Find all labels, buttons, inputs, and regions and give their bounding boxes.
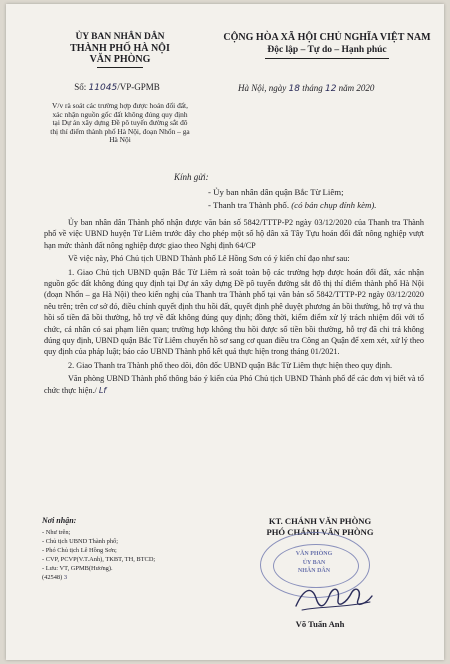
org-line-3: VĂN PHÒNG	[89, 54, 151, 65]
date-day: 18	[288, 84, 300, 94]
distribution-item: - Lưu: VT, GPMB(Hương).	[42, 565, 113, 572]
document-body	[44, 217, 424, 398]
handwritten-signature	[292, 580, 376, 616]
distribution-code: (42548) 3	[42, 574, 68, 581]
date-year: năm 2020	[338, 83, 375, 93]
document-subject: V/v rà soát các trường hợp được hoán đổi đất, xác nhận nguồn gốc đất không đúng quy định tại Dự án xây dựng Đề pô tuyến đường sắt đô thị thí điểm thành phố Hà Nội, đoạn Nhổn – ga Hà Nội	[50, 101, 190, 145]
body-paragraph-1: Ủy ban nhân dân Thành phố nhận được văn bản số 5842/TTTP-P2 ngày 03/12/2020 của Thanh tra Thành phố về việc UBND huyện Từ Liêm trước đây cho phép một số hộ dân xã Tây Tựu hoán đổi đất nông nghiệp vượt hạn mức thành đất nông nghiệp được giao theo Nghị định 64/CP	[44, 218, 424, 250]
distribution-item: - Chủ tịch UBND Thành phố;	[42, 538, 119, 545]
doc-number-suffix: /VP-GPMB	[117, 82, 160, 92]
signatory-line-2: PHÓ CHÁNH VĂN PHÒNG	[266, 526, 374, 537]
document-number	[42, 82, 192, 93]
signer-name: Võ Tuấn Anh	[295, 619, 345, 629]
nation-name: CỘNG HÒA XÃ HỘI CHỦ NGHĨA VIỆT NAM	[223, 32, 431, 43]
distribution-item: - CVP, PCVP(V.T.Anh), TKBT, TH, BTCD;	[42, 556, 156, 563]
recipient-item: - Ủy ban nhân dân quận Bắc Từ Liêm;	[208, 187, 344, 197]
body-paragraph-3: 1. Giao Chủ tịch UBND quận Bắc Từ Liêm rà soát toàn bộ các trường hợp được hoán đổi đất, xác nhận nguồn gốc đất không đúng quy định tại Dự án xây dựng Đề pô tuyến đường sắt đô thị thí điểm thành phố Hà Nội (đoạn Nhổn – ga Hà Nội) theo kiến nghị của Thanh tra Thành phố tại văn bản số 5842/TTTP-P2 ngày 03/12/2020 nêu trên; trên cơ sở đó, điều chỉnh quyết định thu hồi đất, quyết định phê duyệt phương án bồi thường, hỗ trợ và thu hồi số tiền đã bồi thường, hỗ trợ về đất không đúng quy định; đồng thời, kiểm điểm xử lý trách nhiệm đối với tổ chức, cá nhân có sai phạm liên quan; trường hợp không thu hồi được số tiền bồi thường, hỗ trợ đã chi trả không đúng quy định, UBND quận Bắc Từ Liêm chuyển hồ sơ sang cơ quan điều tra Công an Quận để xem xét, xử lý theo quy định của pháp luật; báo cáo UBND Thành phố kết quả thực hiện trong tháng 01/2021.	[44, 267, 424, 357]
recipient-note: (có bản chụp đính kèm).	[291, 200, 377, 210]
distribution-item: - Phó Chủ tịch Lê Hồng Sơn;	[42, 547, 117, 554]
salutation: Kính gửi:	[174, 172, 209, 182]
date-month: 12	[324, 84, 337, 94]
authority-underline	[97, 67, 143, 68]
signatory-line-1: KT. CHÁNH VĂN PHÒNG	[268, 516, 372, 526]
handwritten-code-mark: 3	[63, 574, 68, 581]
doc-number-prefix: Số:	[74, 82, 87, 92]
recipient-list	[208, 186, 448, 212]
national-header	[202, 32, 450, 59]
doc-number-handwritten: 11045	[88, 83, 118, 93]
distribution-title: Nơi nhận:	[42, 516, 77, 525]
motto-underline	[265, 58, 389, 59]
national-motto: Độc lập – Tự do – Hạnh phúc	[267, 45, 387, 55]
seal-text: VĂN PHÒNG ỦY BAN NHÂN DÂN	[295, 551, 333, 574]
recipient-item: - Thanh tra Thành phố. (có bản chụp đính kèm).	[208, 200, 377, 210]
document-date	[238, 83, 438, 94]
body-paragraph-2: Về việc này, Phó Chủ tịch UBND Thành phố Lê Hồng Sơn có ý kiến chỉ đạo như sau:	[68, 254, 350, 264]
handwritten-mark: Lf	[98, 384, 107, 395]
body-paragraph-4: 2. Giao Thanh tra Thành phố theo dõi, đôn đốc UBND quận Bắc Từ Liêm thực hiện theo quy định.	[68, 360, 393, 370]
issuing-authority	[50, 32, 190, 68]
document-page	[6, 4, 444, 660]
distribution-list	[42, 528, 202, 582]
date-place: Hà Nội, ngày	[238, 83, 287, 93]
date-month-label: tháng	[302, 83, 323, 93]
org-line-1: ỦY BAN NHÂN DÂN	[75, 32, 165, 42]
org-line-2: THÀNH PHỐ HÀ NỘI	[70, 43, 170, 54]
body-paragraph-5: Văn phòng UBND Thành phố thông báo ý kiến của Phó Chủ tịch UBND Thành phố để các đơn vị biết và tổ chức thực hiện./ Lf	[44, 374, 424, 395]
distribution-item: - Như trên;	[42, 529, 71, 536]
